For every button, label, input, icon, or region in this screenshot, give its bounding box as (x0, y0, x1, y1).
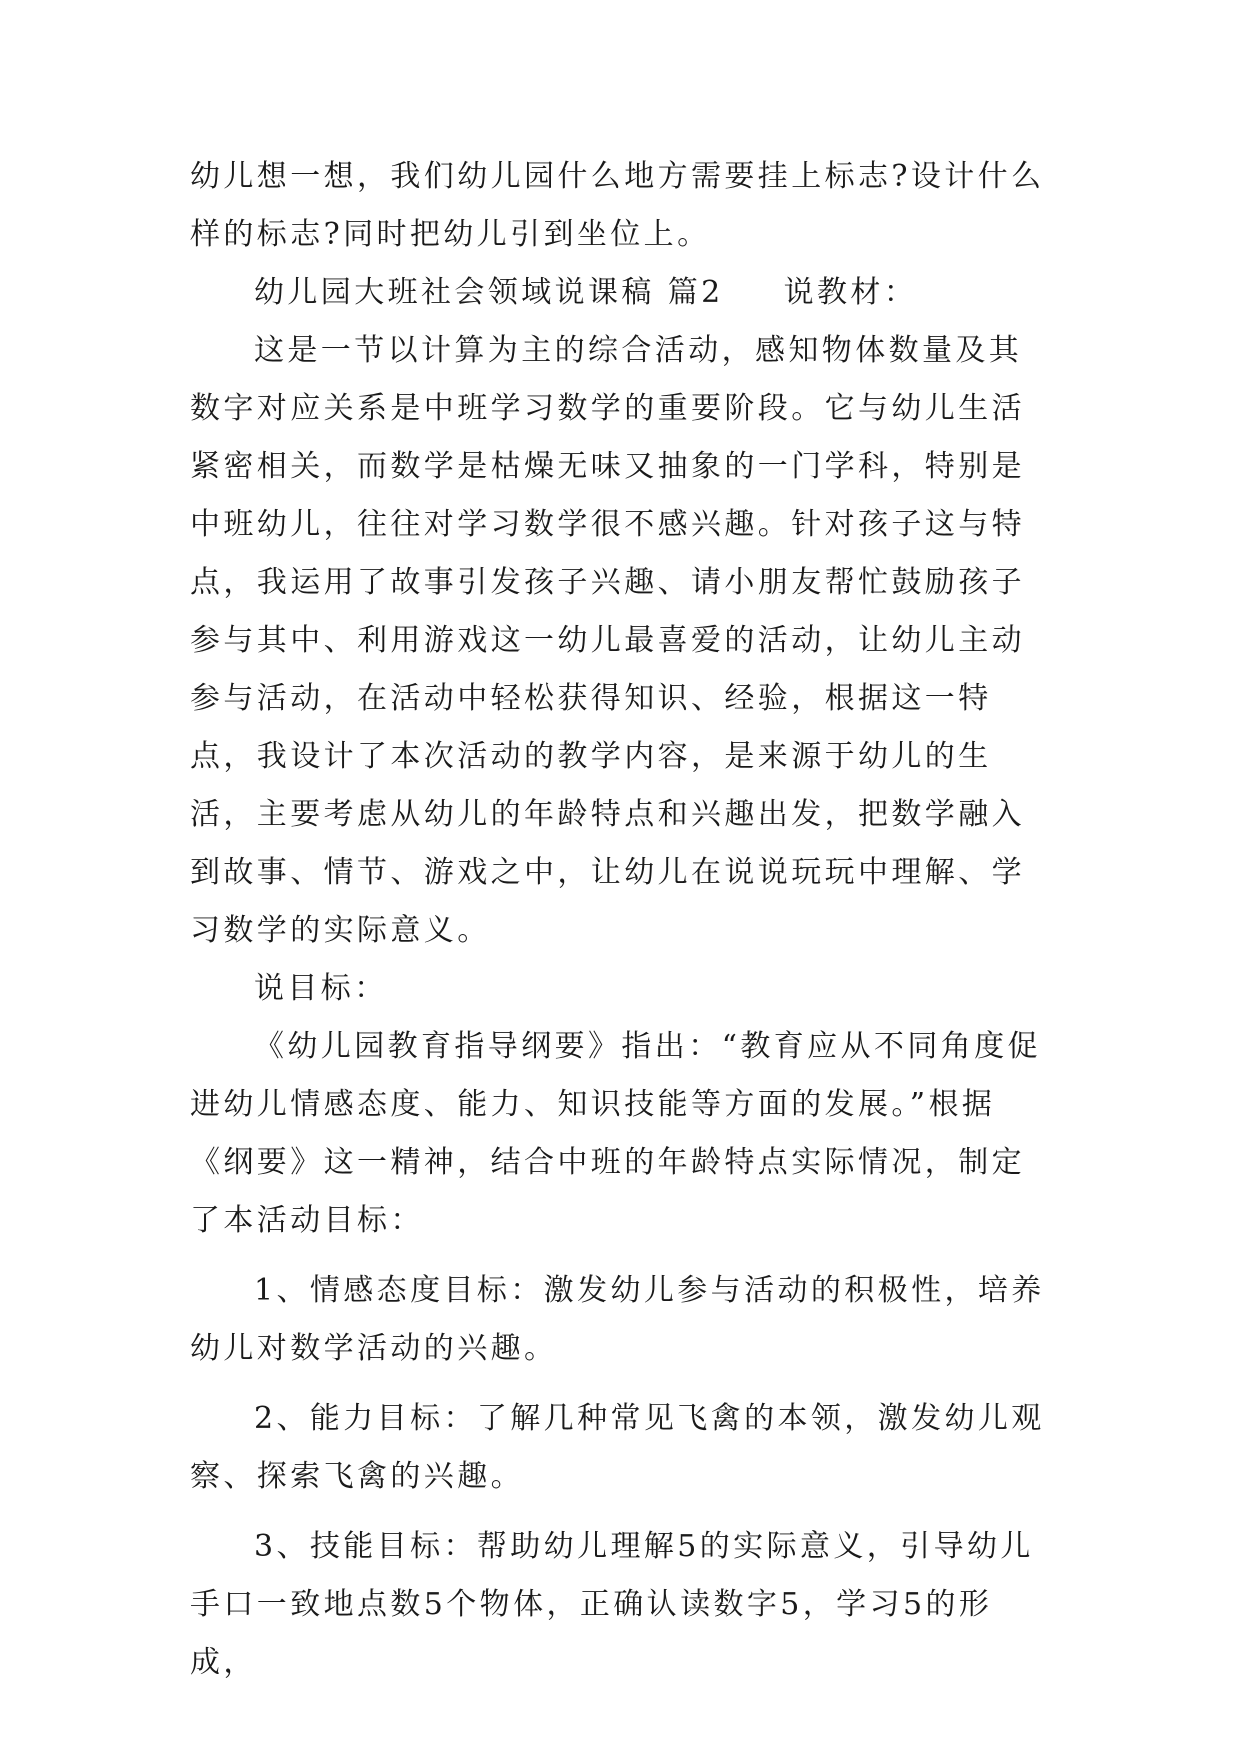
section-heading (190, 264, 1050, 322)
paragraph-intro-continuation: 幼儿想一想，我们幼儿园什么地方需要挂上标志?设计什么样的标志?同时把幼儿引到坐位上。 (190, 159, 1045, 252)
paragraph-goals-heading: 说目标： (254, 971, 388, 1006)
paragraph-goals-intro: 《幼儿园教育指导纲要》指出：“教育应从不同角度促进幼儿情感态度、能力、知识技能等方面的发展。”根据《纲要》这一精神，结合中班的年龄特点实际情况，制定了本活动目标： (190, 1029, 1041, 1238)
document-body (190, 148, 1050, 1692)
paragraph-goal-2: 2、能力目标：了解几种常见飞禽的本领，激发幼儿观察、探索飞禽的兴趣。 (190, 1401, 1045, 1494)
paragraph-goal-1: 1、情感态度目标：激发幼儿参与活动的积极性，培养幼儿对数学活动的兴趣。 (190, 1273, 1045, 1366)
paragraph-goal-3: 3、技能目标：帮助幼儿理解5的实际意义，引导幼儿手口一致地点数5个物体，正确认读数字5，学习5的形成， (190, 1529, 1034, 1680)
section-subtitle: 说教材： (783, 275, 918, 310)
section-title: 幼儿园大班社会领域说课稿 篇2 (254, 275, 724, 310)
paragraph-teaching-material: 这是一节以计算为主的综合活动，感知物体数量及其数字对应关系是中班学习数学的重要阶段。它与幼儿生活紧密相关，而数学是枯燥无味又抽象的一门学科，特别是中班幼儿，往往对学习数学很不感兴趣。针对孩子这与特点，我运用了故事引发孩子兴趣、请小朋友帮忙鼓励孩子参与其中、利用游戏这一幼儿最喜爱的活动，让幼儿主动参与活动，在活动中轻松获得知识、经验，根据这一特点，我设计了本次活动的教学内容，是来源于幼儿的生活，主要考虑从幼儿的年龄特点和兴趣出发，把数学融入到故事、情节、游戏之中，让幼儿在说说玩玩中理解、学习数学的实际意义。 (190, 333, 1025, 948)
